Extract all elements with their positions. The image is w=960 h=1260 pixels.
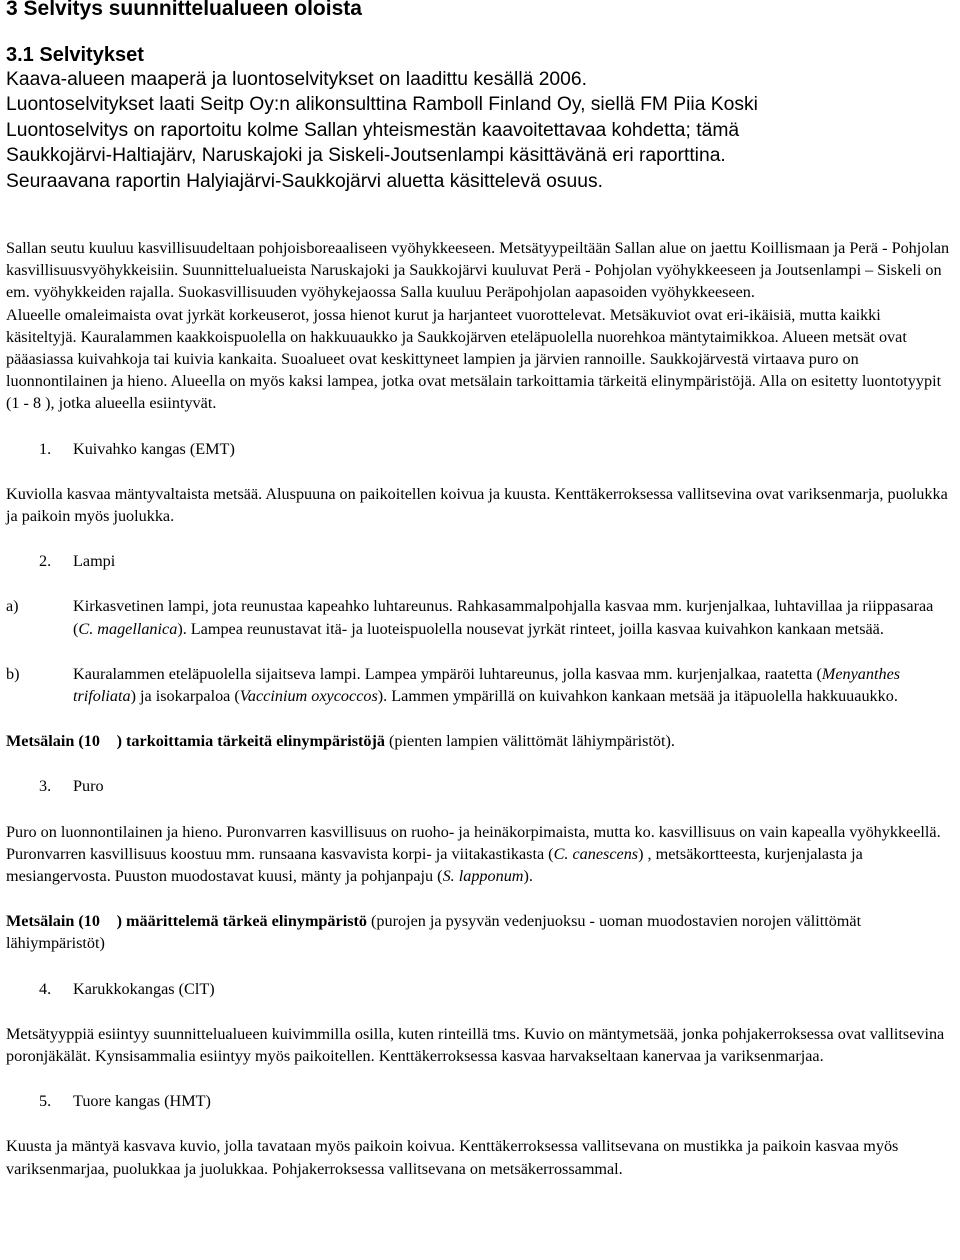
list-marker: b) <box>6 664 20 683</box>
item-title: Kuivahko kangas (EMT) <box>73 439 235 458</box>
habitat-item-3 <box>6 775 954 797</box>
law-note: (pienten lampien välittömät lähiympäristöt). <box>372 732 663 751</box>
intro-line: Seuraavana raportin Halyiajärvi-Saukkojärvi aluetta käsittelevä osuus. <box>6 170 603 192</box>
entry-text: ) ja isokarpaloa ( <box>130 687 240 706</box>
intro-line: Luontoselvitykset laati Seitp Oy:n alikonsulttina Ramboll Finland Oy, siellä FM Piia Koski <box>6 94 758 116</box>
species-name: C. magellanica <box>78 619 178 638</box>
species-name: Menyanthes trifoliata <box>73 664 901 706</box>
habitat-item-4 <box>6 957 954 1000</box>
entry-text: ) , metsäkortteesta, kurjenjalasta ja mesiangervosta. Puuston muodostavat kuusi, mänty ja pohjanpaju ( <box>6 844 863 886</box>
paragraph-puro <box>6 821 954 888</box>
entry-text: Puro on luonnontilainen ja hieno. Puronvarren kasvillisuus on ruoho- ja heinäkorpimaista, mutta ko. kasvillisuus on vain kapealla vyöhykkeellä. Puronvarren kasvillisuus koostuu mm. runsaana kasvavista korpi- ja viitakastikasta ( <box>6 822 941 863</box>
habitat-item-2 <box>6 550 954 572</box>
paragraph-vegetation-zone: Sallan seutu kuuluu kasvillisuudeltaan pohjoisboreaaliseen vyöhykkeeseen. Metsätyypeiltään Sallan alue on jaettu Koillismaan ja Perä - Pohjolan kasvillisuusvyöhykkeisiin. Suunnittelualueista Naruskajoki ja Saukkojärvi kuuluvat Perä - Pohjolan vyöhykkeeseen ja Joutsenlampi – Siskeli on em. vyöhykkeiden rajalla. Suokasvillisuuden vyöhykejaossa Salla kuuluu Peräpohjolan aapasoiden vyöhykkeeseen. <box>6 239 950 302</box>
item-title: Lampi <box>73 552 116 571</box>
entry-text: Kauralammen eteläpuolella sijaitseva lampi. Lampea ympäröi luhtareunus, jolla kasvaa mm. kurjenjalkaa, raatetta ( <box>73 664 822 683</box>
item-number: 5. <box>39 1070 52 1089</box>
item-title: Tuore kangas (HMT) <box>73 1070 211 1089</box>
lampi-b-entry <box>6 663 954 707</box>
law-reference: Metsälain (10 ) tarkoittamia tärkeitä elinympäristöjä <box>6 732 373 751</box>
document-body <box>6 237 954 1180</box>
intro-line: Saukkojärvi-Haltiajärv, Naruskajoki ja Siskeli-Joutsenlampi käsittävänä eri raporttina. <box>6 145 726 167</box>
paragraph-law-1 <box>6 730 954 752</box>
entry-text: ). Lampea reunustavat itä- ja luoteispuolella nousevat jyrkät rinteet, joilla kasvaa kuivahkon kankaan metsää. <box>177 619 884 638</box>
paragraph-area-description: Alueelle omaleimaista ovat jyrkät korkeuserot, jossa hienot kurut ja harjanteet vuorottelevat. Metsäkuviot ovat eri-ikäisiä, mutta kaikki käsiteltyjä. Kauralammen kaakkoispuolella on hakkuuaukko ja Saukkojärven eteläpuolella nuorehkoa mäntytaimikkoa. Alueen metsät ovat pääasiassa kuivahkoja tai kuivia kankaita. Suoalueet ovat keskittyneet lampien ja järvien rannoille. Saukkojärvestä virtaava puro on luonnontilainen ja hieno. Alueella on myös kaksi lampea, jotka ovat metsälain tarkoittamia tärkeitä elinympäristöjä. Alla on esitetty luontotyypit (1 - 8 ), jotka alueella esiintyvät. <box>6 305 942 413</box>
item-number: 1. <box>39 439 52 458</box>
paragraph-clt: Metsätyyppiä esiintyy suunnittelualueen kuivimmilla osilla, kuten rinteillä tms. Kuvio on mäntymetsää, jonka pohjakerroksessa ovat vallitsevina poronjäkälät. Kynsisammalia esiintyy myös paikoitellen. Kenttäkerroksessa kasvaa harvakseltaan kanervaa ja variksenmarjaa. <box>6 1002 945 1043</box>
intro-paragraph <box>6 67 954 194</box>
item-title: Puro <box>73 777 104 796</box>
item-number: 3. <box>39 777 52 796</box>
item-number: 4. <box>39 957 52 976</box>
list-marker: a) <box>6 597 19 616</box>
law-note: (purojen ja pysyvän vedenjuoksu - uoman muodostavien norojen välittömät lähiympäristöt) <box>354 912 952 931</box>
species-name: S. lapponum <box>442 867 524 886</box>
entry-text: Kirkasvetinen lampi, jota reunustaa kapeahko luhtareunus. Rahkasammalpohjalla kasvaa mm. kurjenjalkaa, luhtavillaa ja riippasaraa ( <box>73 597 934 638</box>
lampi-a-entry <box>6 595 954 639</box>
law-reference: Metsälain (10 ) määrittelemä tärkeä elinympäristö <box>6 912 355 931</box>
paragraph-law-2 <box>6 910 954 954</box>
species-name: C. canescens <box>553 844 639 863</box>
item-title: Karukkokangas (ClT) <box>73 957 215 976</box>
section-heading: 3 Selvitys suunnittelualueen oloista <box>6 0 362 20</box>
species-name: Vaccinium oxycoccos <box>239 687 378 706</box>
entry-text: ). Lammen ympärillä on kuivahkon kankaan metsää ja itäpuolella hakkuuaukko. <box>377 687 898 706</box>
intro-line: Luontoselvitys on raportoitu kolme Sallan yhteismestän kaavoitettavaa kohdetta; tämä <box>6 119 740 141</box>
paragraph-emt: Kuviolla kasvaa mäntyvaltaista metsää. Aluspuuna on paikoitellen koivua ja kuusta. Kenttäkerroksessa vallitsevina ovat variksenmarja, puolukka ja paikoin myös juolukka. <box>6 484 948 526</box>
paragraph-hmt: Kuusta ja mäntyä kasvava kuvio, jolla tavataan myös paikoin koivua. Kenttäkerroksessa vallitsevana on mustikka ja paikoin kasvaa myös variksenmarjaa, puolukkaa ja juolukkaa. Pohjakerroksessa vallitsevana on metsäkerrossammal. <box>6 1115 899 1156</box>
entry-text: ). <box>523 867 533 886</box>
subsection-heading: 3.1 Selvitykset <box>6 44 144 66</box>
habitat-item-1 <box>6 438 954 460</box>
item-number: 2. <box>39 552 52 571</box>
habitat-item-5 <box>6 1070 954 1112</box>
intro-line: Kaava-alueen maaperä ja luontoselvitykset on laadittu kesällä 2006. <box>6 69 587 90</box>
